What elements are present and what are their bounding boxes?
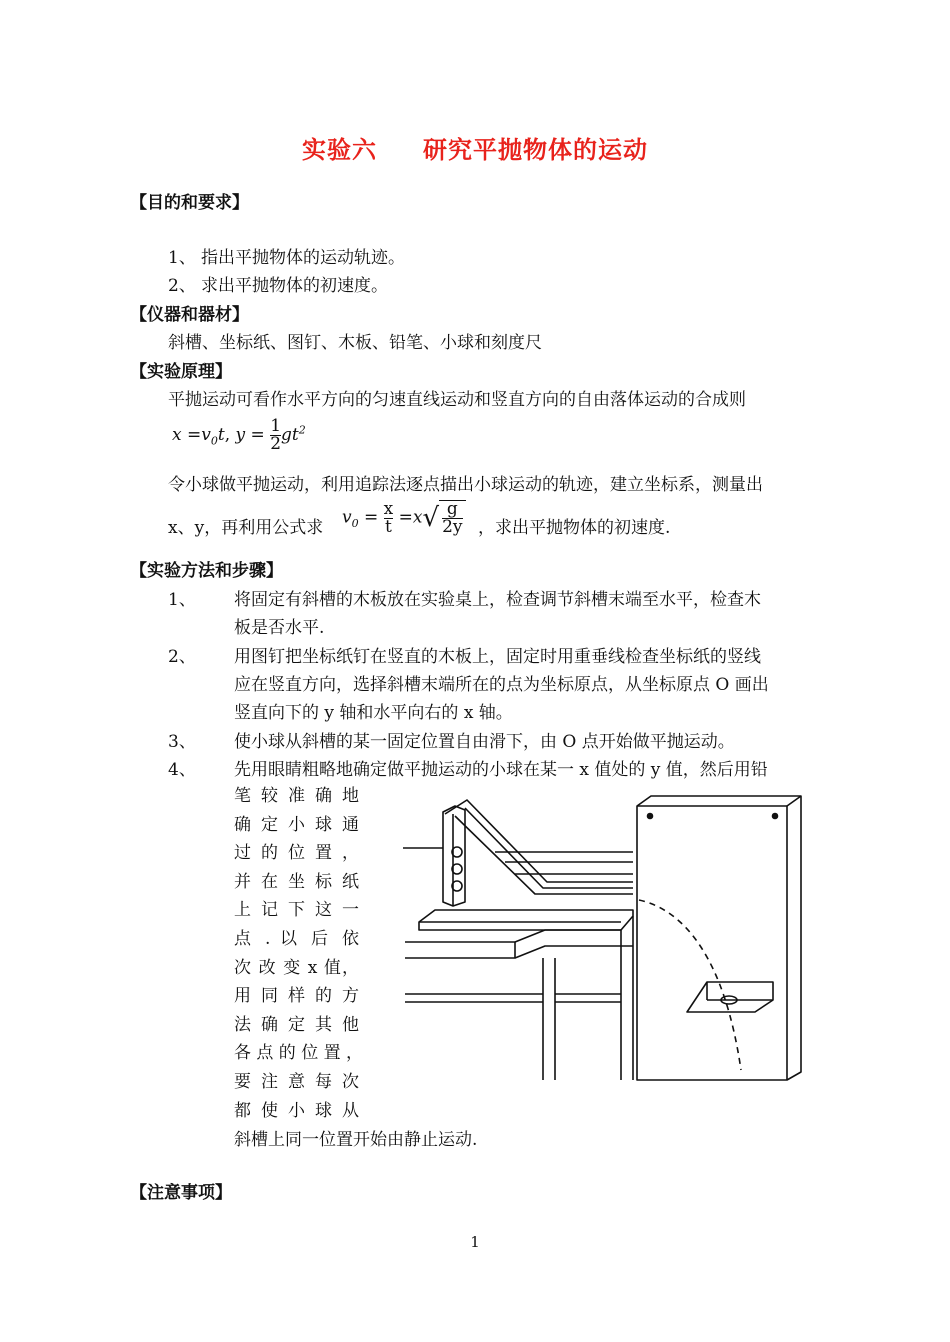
step-4-last-line: 斜槽上同一位置开始由静止运动. xyxy=(234,1130,478,1150)
pin-left xyxy=(648,814,653,819)
step-1-line2: 板是否水平. xyxy=(234,618,325,638)
heading-notes: 【注意事项】 xyxy=(130,1183,232,1203)
step-num-3: 3、 xyxy=(168,732,196,752)
heading-principle: 【实验原理】 xyxy=(130,362,232,382)
wrap-line-9: 法 确 定 其 他 xyxy=(234,1014,359,1035)
wrap-line-5: 上 记 下 这 一 xyxy=(234,900,359,921)
catch-plate xyxy=(687,982,773,1012)
wrap-line-10: 各 点 的 位 置 ， xyxy=(234,1043,364,1064)
purpose-num-1: 1、 xyxy=(168,248,196,268)
principle-line3a: x、y，再利用公式求 xyxy=(168,518,324,538)
pin-right xyxy=(773,814,778,819)
step-2-line3: 竖直向下的 y 轴和水平向右的 x 轴。 xyxy=(234,703,513,723)
wrap-line-12: 都 使 小 球 从 xyxy=(234,1100,359,1121)
purpose-num-2: 2、 xyxy=(168,276,196,296)
trajectory-dashed xyxy=(639,900,741,1070)
purpose-item-2: 求出平抛物体的初速度。 xyxy=(201,276,388,296)
title-part2: 研究平抛物体的运动 xyxy=(423,136,648,164)
wrap-line-6: 点 . 以 后 依 xyxy=(234,928,359,949)
wrap-line-1: 笔 较 准 确 地 xyxy=(234,786,359,806)
wrap-line-4: 并 在 坐 标 纸 xyxy=(234,871,359,892)
step-2-line2: 应在竖直方向，选择斜槽末端所在的点为坐标原点，从坐标原点 O 画出 xyxy=(234,675,769,695)
formula-velocity: $v_0$ = $\frac{x}{t}$ =x√ $\frac{g}{2y}$ xyxy=(342,500,466,536)
step-num-1: 1、 xyxy=(168,590,196,610)
wrap-line-7: 次 改 变 x 值， xyxy=(234,957,359,978)
wrap-line-8: 用 同 样 的 方 xyxy=(234,986,359,1007)
page-number: 1 xyxy=(470,1233,480,1251)
step-num-4: 4、 xyxy=(168,760,196,780)
page-title xyxy=(0,130,950,165)
table-top xyxy=(419,910,633,930)
step-num-2: 2、 xyxy=(168,647,196,667)
wrap-line-2: 确 定 小 球 通 xyxy=(234,814,359,835)
wrap-line-11: 要 注 意 每 次 xyxy=(234,1071,359,1092)
principle-line3b: ，求出平抛物体的初速度. xyxy=(478,518,671,538)
principle-line2: 令小球做平抛运动，利用追踪法逐点描出小球运动的轨迹，建立坐标系，测量出 xyxy=(168,475,763,495)
heading-method: 【实验方法和步骤】 xyxy=(130,561,283,581)
wrap-line-3: 过 的 位 置 ， xyxy=(234,843,359,864)
chute-top xyxy=(445,800,633,882)
principle-line1: 平抛运动可看作水平方向的匀速直线运动和竖直方向的自由落体运动的合成则 xyxy=(168,390,746,410)
step-4-wrapped-text xyxy=(234,782,364,1125)
title-part1: 实验六 xyxy=(302,136,377,164)
heading-purpose: 【目的和要求】 xyxy=(130,193,249,213)
step-4-line1: 先用眼睛粗略地确定做平抛运动的小球在某一 x 值处的 y 值，然后用铅 xyxy=(234,760,768,780)
heading-equipment: 【仪器和器材】 xyxy=(130,305,249,325)
apparatus-illustration xyxy=(395,780,815,1090)
formula-motion: $x =v_0t$, y = $\frac{1}{2}$ $gt^2$ xyxy=(172,416,306,454)
equipment-text: 斜槽、坐标纸、图钉、木板、铅笔、小球和刻度尺 xyxy=(168,333,542,353)
step-3-line1: 使小球从斜槽的某一固定位置自由滑下，由 O 点开始做平抛运动。 xyxy=(234,732,735,752)
step-1-line1: 将固定有斜槽的木板放在实验桌上，检查调节斜槽末端至水平，检查木 xyxy=(234,590,761,610)
purpose-item-1: 指出平抛物体的运动轨迹。 xyxy=(201,248,405,268)
step-2-line1: 用图钉把坐标纸钉在竖直的木板上，固定时用重垂线检查坐标纸的竖线 xyxy=(234,647,761,667)
vertical-board xyxy=(637,796,801,1080)
